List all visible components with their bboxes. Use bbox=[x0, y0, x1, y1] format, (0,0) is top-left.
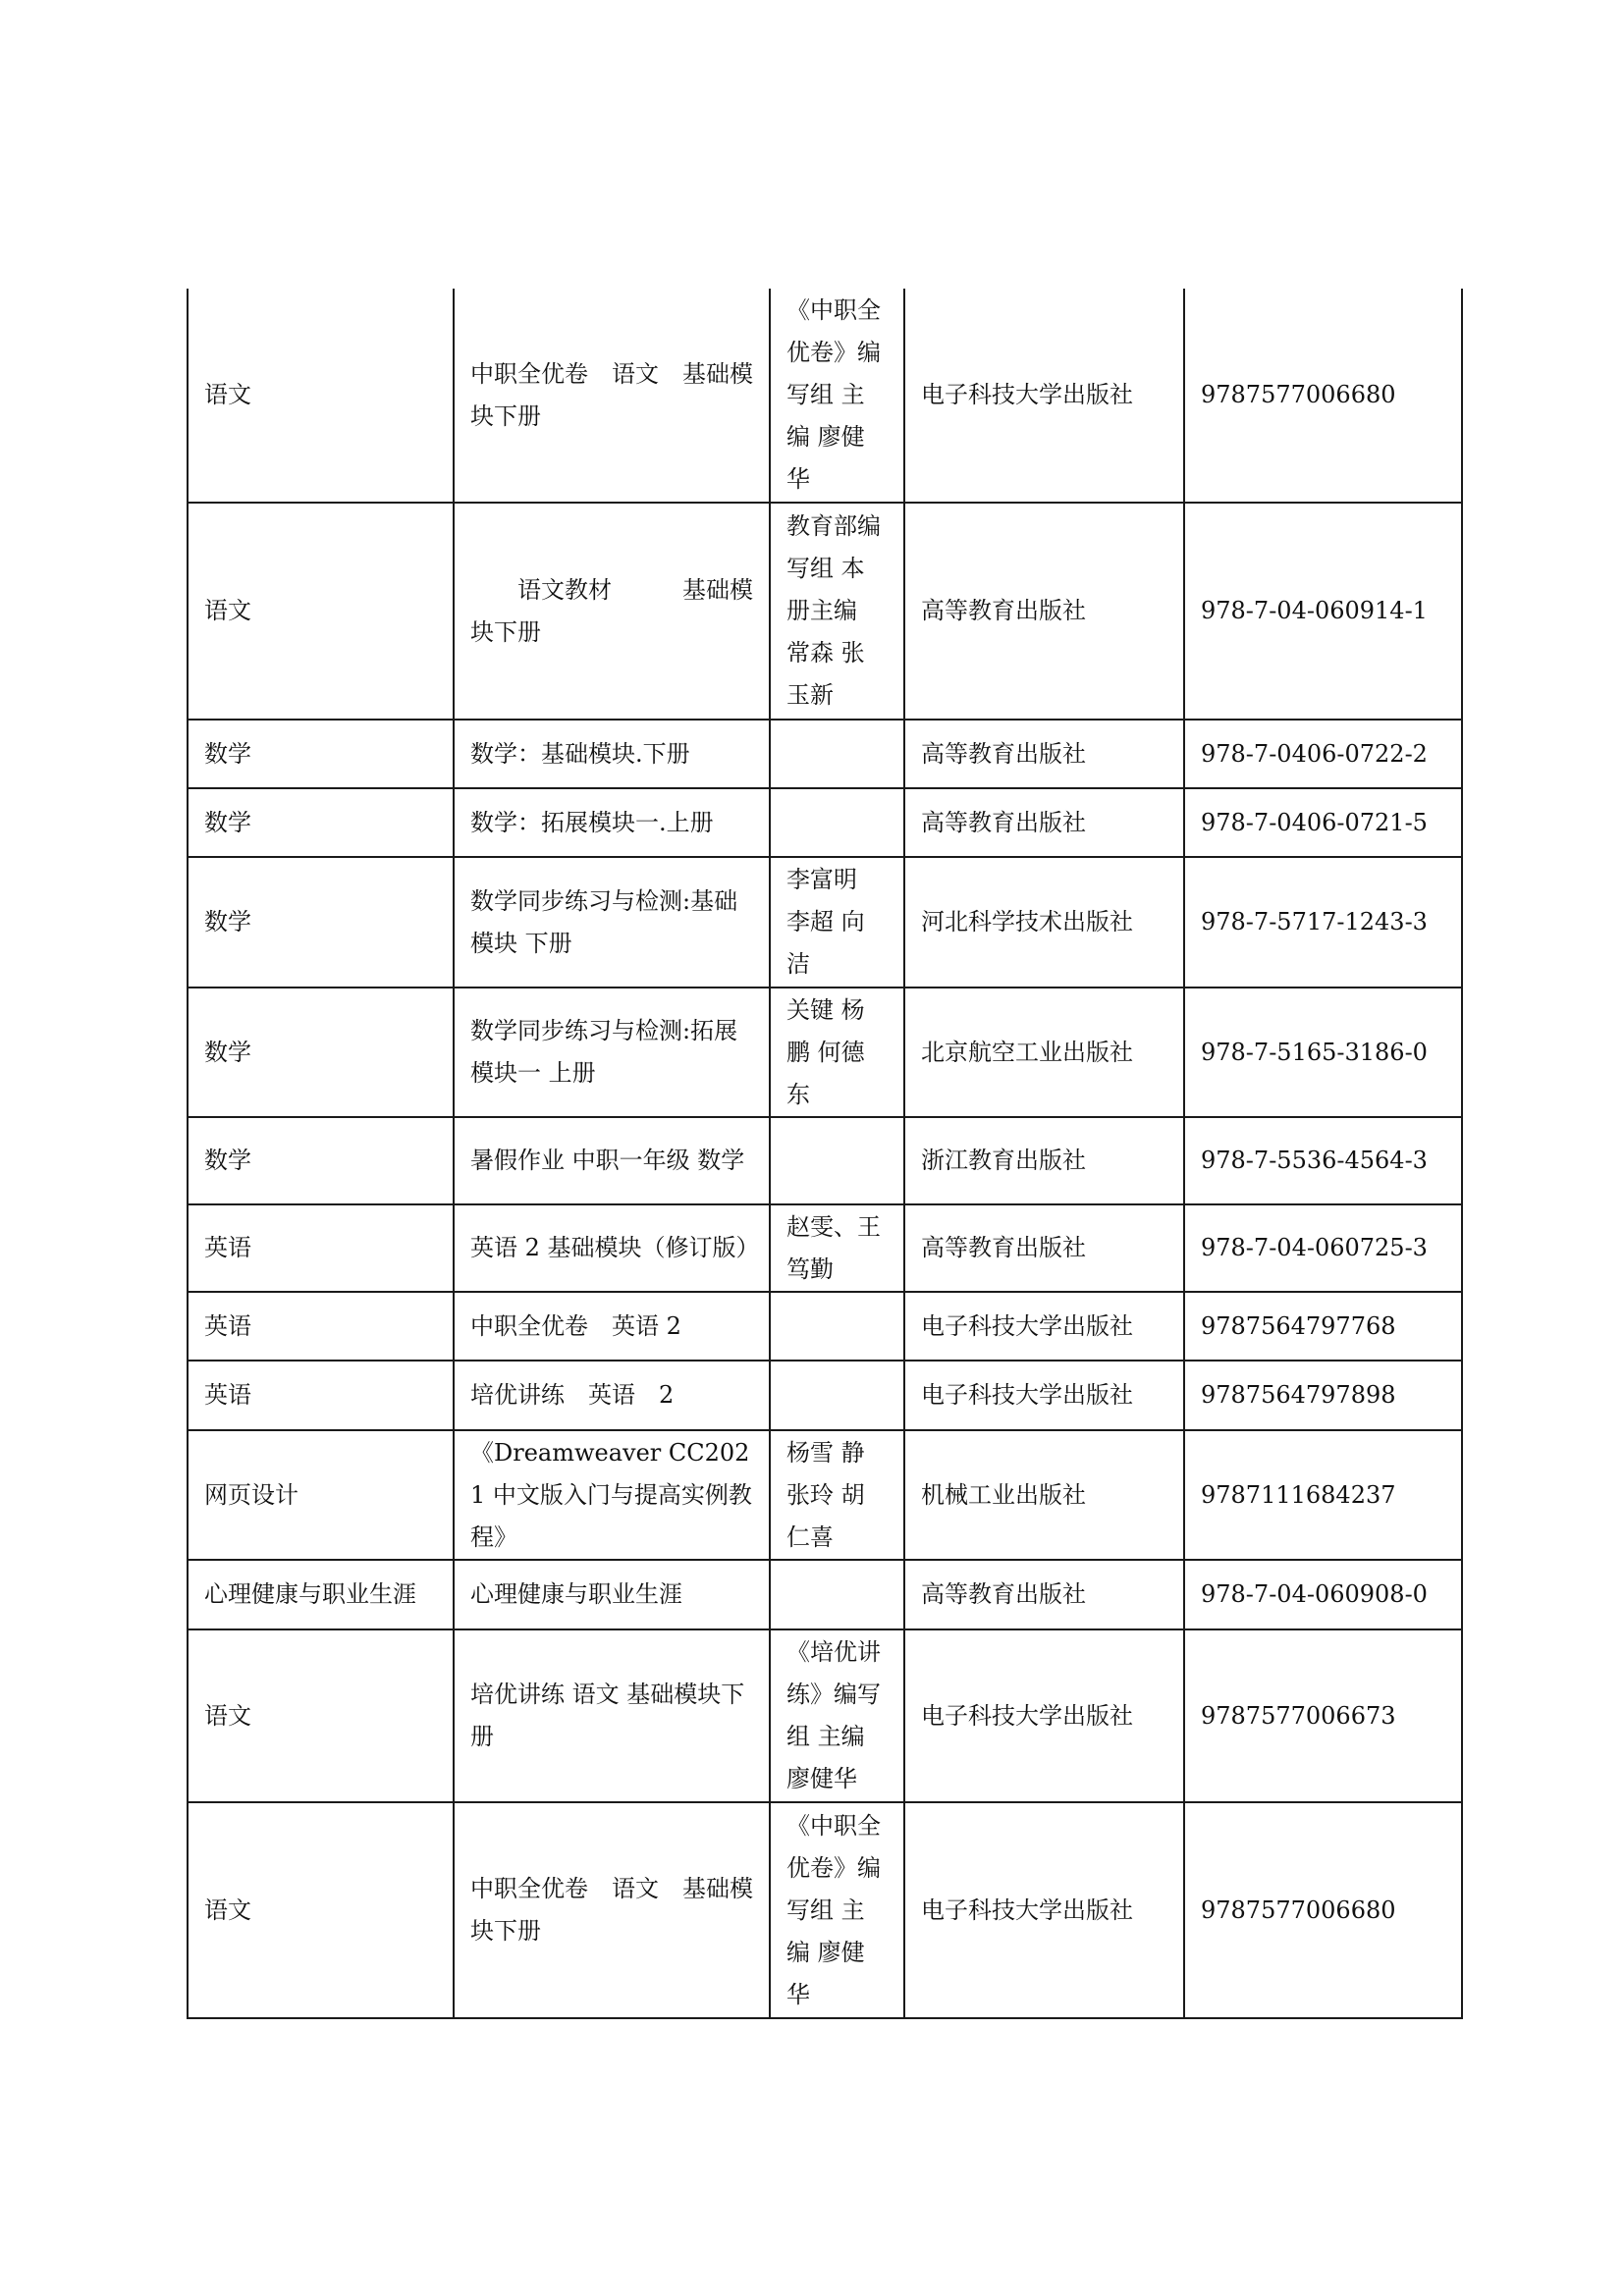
table-row bbox=[188, 1560, 1462, 1629]
title-cell: 数学同步练习与检测:基础模块 下册 bbox=[454, 857, 770, 988]
editor-cell: 《中职全优卷》编写组 主编 廖健华 bbox=[770, 289, 904, 503]
title-cell: 《Dreamweaver CC2021 中文版入门与提高实例教程》 bbox=[454, 1430, 770, 1560]
subject-cell: 数学 bbox=[188, 1117, 454, 1204]
subject-cell: 英语 bbox=[188, 1292, 454, 1361]
subject-cell: 语文 bbox=[188, 1629, 454, 1802]
editor-cell bbox=[770, 1292, 904, 1361]
editor-cell bbox=[770, 720, 904, 788]
table-row bbox=[188, 720, 1462, 788]
editor-cell: 关键 杨鹏 何德东 bbox=[770, 988, 904, 1117]
table-row bbox=[188, 788, 1462, 857]
editor-cell bbox=[770, 788, 904, 857]
isbn-cell: 978-7-5165-3186-0 bbox=[1184, 988, 1462, 1117]
subject-cell: 英语 bbox=[188, 1204, 454, 1292]
title-cell: 数学：基础模块.下册 bbox=[454, 720, 770, 788]
publisher-cell: 高等教育出版社 bbox=[904, 1204, 1184, 1292]
subject-cell: 语文 bbox=[188, 503, 454, 720]
table-row bbox=[188, 1292, 1462, 1361]
isbn-cell: 978-7-04-060725-3 bbox=[1184, 1204, 1462, 1292]
publisher-cell: 浙江教育出版社 bbox=[904, 1117, 1184, 1204]
isbn-cell: 978-7-04-060908-0 bbox=[1184, 1560, 1462, 1629]
publisher-cell: 高等教育出版社 bbox=[904, 720, 1184, 788]
isbn-cell: 978-7-0406-0722-2 bbox=[1184, 720, 1462, 788]
title-cell: 培优讲练 语文 基础模块下册 bbox=[454, 1629, 770, 1802]
title-cell: 暑假作业 中职一年级 数学 bbox=[454, 1117, 770, 1204]
isbn-cell: 9787111684237 bbox=[1184, 1430, 1462, 1560]
title-cell: 英语 2 基础模块（修订版） bbox=[454, 1204, 770, 1292]
isbn-cell: 9787577006673 bbox=[1184, 1629, 1462, 1802]
editor-cell bbox=[770, 1361, 904, 1430]
title-cell: 数学同步练习与检测:拓展模块一 上册 bbox=[454, 988, 770, 1117]
editor-cell: 《中职全优卷》编写组 主编 廖健华 bbox=[770, 1802, 904, 2018]
title-cell: 中职全优卷 语文 基础模块下册 bbox=[454, 289, 770, 503]
title-cell: 心理健康与职业生涯 bbox=[454, 1560, 770, 1629]
publisher-cell: 高等教育出版社 bbox=[904, 1560, 1184, 1629]
isbn-cell: 978-7-0406-0721-5 bbox=[1184, 788, 1462, 857]
editor-cell: 杨雪 静 张玲 胡仁喜 bbox=[770, 1430, 904, 1560]
isbn-cell: 9787577006680 bbox=[1184, 289, 1462, 503]
isbn-cell: 9787564797768 bbox=[1184, 1292, 1462, 1361]
table-row bbox=[188, 289, 1462, 503]
isbn-cell: 9787577006680 bbox=[1184, 1802, 1462, 2018]
editor-cell: 《培优讲练》编写组 主编 廖健华 bbox=[770, 1629, 904, 1802]
editor-cell: 教育部编写组 本册主编 常森 张玉新 bbox=[770, 503, 904, 720]
subject-cell: 心理健康与职业生涯 bbox=[188, 1560, 454, 1629]
subject-cell: 数学 bbox=[188, 857, 454, 988]
publisher-cell: 电子科技大学出版社 bbox=[904, 1629, 1184, 1802]
subject-cell: 英语 bbox=[188, 1361, 454, 1430]
table-row bbox=[188, 857, 1462, 988]
editor-cell bbox=[770, 1560, 904, 1629]
editor-cell: 李富明 李超 向洁 bbox=[770, 857, 904, 988]
title-cell: 中职全优卷 英语 2 bbox=[454, 1292, 770, 1361]
publisher-cell: 高等教育出版社 bbox=[904, 503, 1184, 720]
subject-cell: 语文 bbox=[188, 289, 454, 503]
table-row bbox=[188, 1117, 1462, 1204]
isbn-cell: 978-7-5717-1243-3 bbox=[1184, 857, 1462, 988]
subject-cell: 数学 bbox=[188, 720, 454, 788]
title-cell: 语文教材 基础模块下册 bbox=[454, 503, 770, 720]
publisher-cell: 高等教育出版社 bbox=[904, 788, 1184, 857]
publisher-cell: 电子科技大学出版社 bbox=[904, 1292, 1184, 1361]
table-row bbox=[188, 503, 1462, 720]
table-row bbox=[188, 988, 1462, 1117]
editor-cell bbox=[770, 1117, 904, 1204]
publisher-cell: 北京航空工业出版社 bbox=[904, 988, 1184, 1117]
table-row bbox=[188, 1802, 1462, 2018]
publisher-cell: 机械工业出版社 bbox=[904, 1430, 1184, 1560]
subject-cell: 数学 bbox=[188, 988, 454, 1117]
publisher-cell: 电子科技大学出版社 bbox=[904, 1361, 1184, 1430]
table-row bbox=[188, 1361, 1462, 1430]
table-row bbox=[188, 1629, 1462, 1802]
title-cell: 培优讲练 英语 2 bbox=[454, 1361, 770, 1430]
isbn-cell: 9787564797898 bbox=[1184, 1361, 1462, 1430]
isbn-cell: 978-7-04-060914-1 bbox=[1184, 503, 1462, 720]
editor-cell: 赵雯、王笃勤 bbox=[770, 1204, 904, 1292]
table-row bbox=[188, 1204, 1462, 1292]
subject-cell: 网页设计 bbox=[188, 1430, 454, 1560]
title-cell: 中职全优卷 语文 基础模块下册 bbox=[454, 1802, 770, 2018]
publisher-cell: 电子科技大学出版社 bbox=[904, 289, 1184, 503]
publisher-cell: 电子科技大学出版社 bbox=[904, 1802, 1184, 2018]
isbn-cell: 978-7-5536-4564-3 bbox=[1184, 1117, 1462, 1204]
textbook-table bbox=[187, 289, 1463, 2019]
subject-cell: 数学 bbox=[188, 788, 454, 857]
publisher-cell: 河北科学技术出版社 bbox=[904, 857, 1184, 988]
table-row bbox=[188, 1430, 1462, 1560]
title-cell: 数学：拓展模块一.上册 bbox=[454, 788, 770, 857]
subject-cell: 语文 bbox=[188, 1802, 454, 2018]
